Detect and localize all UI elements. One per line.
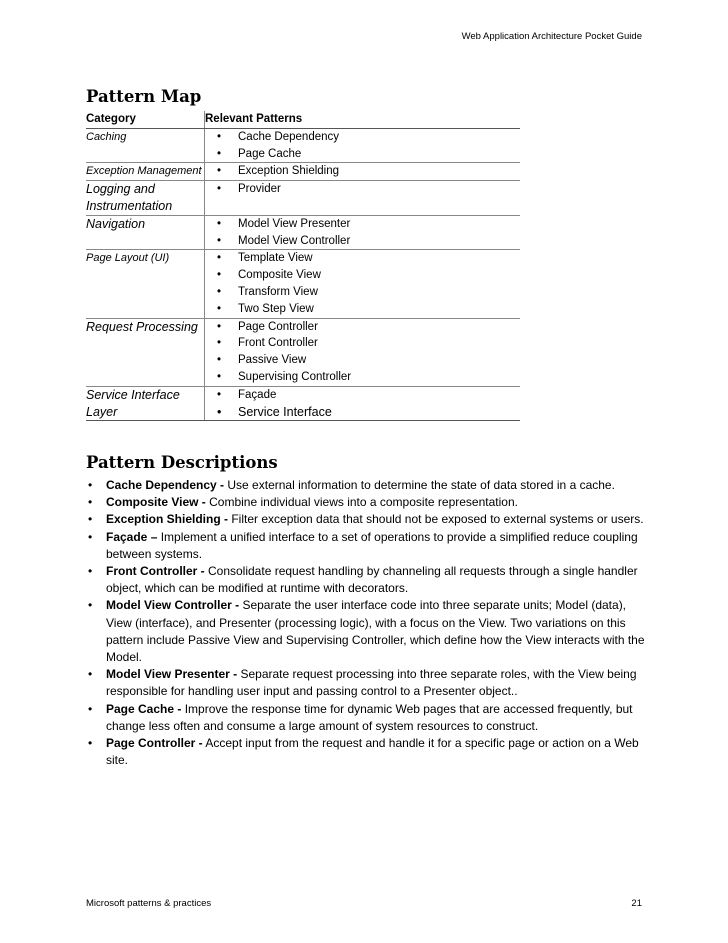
description-term: Model View Controller -	[106, 598, 240, 613]
list-item	[86, 494, 646, 511]
description-text: Combine individual views into a composite representation.	[205, 495, 518, 510]
pattern-item: • Page Cache	[217, 146, 520, 163]
description-text: Improve the response time for dynamic Web pages that are accessed frequently, but change less often and consume a large amount of system resources to construct.	[106, 701, 633, 733]
description-text: Separate the user interface code into three separate units; Model (data), View (interface), and Presenter (processing logic), with a focus on the View. Two variations on this pattern include Passive View and Supervising Controller, which define how the View interacts with the Model.	[106, 598, 645, 665]
table-row	[86, 386, 520, 421]
patterns-column-header: Relevant Patterns	[205, 111, 521, 128]
list-item	[86, 735, 646, 769]
category-cell: Page Layout (UI)	[86, 250, 205, 318]
description-text: Accept input from the request and handle it for a specific page or action on a Web site.	[106, 736, 639, 768]
list-item	[86, 701, 646, 735]
patterns-cell	[205, 215, 521, 250]
category-cell: Logging and Instrumentation	[86, 181, 205, 216]
page-number: 21	[631, 898, 642, 909]
pattern-item: • Provider	[217, 181, 520, 198]
patterns-cell	[205, 386, 521, 421]
category-cell: Request Processing	[86, 318, 205, 386]
page-footer	[86, 898, 642, 909]
table-row	[86, 181, 520, 216]
pattern-map-table	[86, 111, 520, 421]
footer-publisher: Microsoft patterns & practices	[86, 898, 212, 909]
pattern-item: • Transform View	[217, 284, 520, 301]
patterns-cell	[205, 181, 521, 216]
description-term: Front Controller -	[106, 564, 205, 579]
pattern-item: • Front Controller	[217, 335, 520, 352]
pattern-item: • Model View Controller	[217, 233, 520, 250]
description-text: Filter exception data that should not be exposed to external systems or users.	[228, 512, 644, 527]
category-cell: Caching	[86, 128, 205, 163]
table-row	[86, 128, 520, 163]
patterns-cell	[205, 250, 521, 318]
pattern-item: • Passive View	[217, 352, 520, 369]
pattern-item: • Façade	[217, 387, 520, 404]
pattern-item: • Template View	[217, 250, 520, 267]
list-item	[86, 477, 646, 494]
table-row	[86, 163, 520, 181]
description-text: Separate request processing into three separate roles, with the View being responsible for handling user input and passing control to a Presenter object..	[106, 667, 637, 699]
pattern-item: • Page Controller	[217, 319, 520, 336]
pattern-item: • Two Step View	[217, 301, 520, 318]
patterns-cell	[205, 163, 521, 181]
table-header-row	[86, 111, 520, 128]
list-item	[86, 597, 646, 666]
pattern-map-title: Pattern Map	[86, 87, 202, 106]
pattern-item: • Supervising Controller	[217, 369, 520, 386]
list-item	[86, 563, 646, 597]
description-text: Use external information to determine the state of data stored in a cache.	[224, 478, 615, 492]
patterns-cell	[205, 318, 521, 386]
running-header: Web Application Architecture Pocket Guide	[461, 31, 642, 42]
category-cell: Navigation	[86, 215, 205, 250]
pattern-item: • Service Interface	[217, 404, 520, 421]
table-row	[86, 318, 520, 386]
table-row	[86, 250, 520, 318]
list-item	[86, 511, 646, 528]
patterns-cell	[205, 128, 521, 163]
pattern-item: • Exception Shielding	[217, 163, 520, 180]
pattern-descriptions-list	[86, 477, 646, 769]
pattern-descriptions-title: Pattern Descriptions	[86, 453, 278, 472]
category-cell: Service Interface Layer	[86, 386, 205, 421]
description-text: Implement a unified interface to a set of operations to provide a simplified reduce coupling between systems.	[106, 529, 638, 561]
pattern-item: • Composite View	[217, 267, 520, 284]
category-column-header: Category	[86, 111, 205, 128]
pattern-item: • Model View Presenter	[217, 216, 520, 233]
description-term: Exception Shielding -	[106, 512, 229, 527]
category-cell: Exception Management	[86, 163, 205, 181]
list-item	[86, 666, 646, 700]
pattern-item: • Cache Dependency	[217, 129, 520, 146]
list-item	[86, 529, 646, 563]
description-text: Consolidate request handling by channeling all requests through a single handler object, which can be modified at runtime with decorators.	[106, 564, 638, 596]
description-term: Page Controller -	[106, 736, 203, 751]
description-term: Composite View -	[106, 495, 206, 510]
description-term: Façade –	[106, 529, 158, 544]
table-row	[86, 215, 520, 250]
description-term: Page Cache -	[106, 701, 182, 716]
description-term: Cache Dependency -	[106, 478, 225, 492]
description-term: Model View Presenter -	[106, 667, 238, 682]
